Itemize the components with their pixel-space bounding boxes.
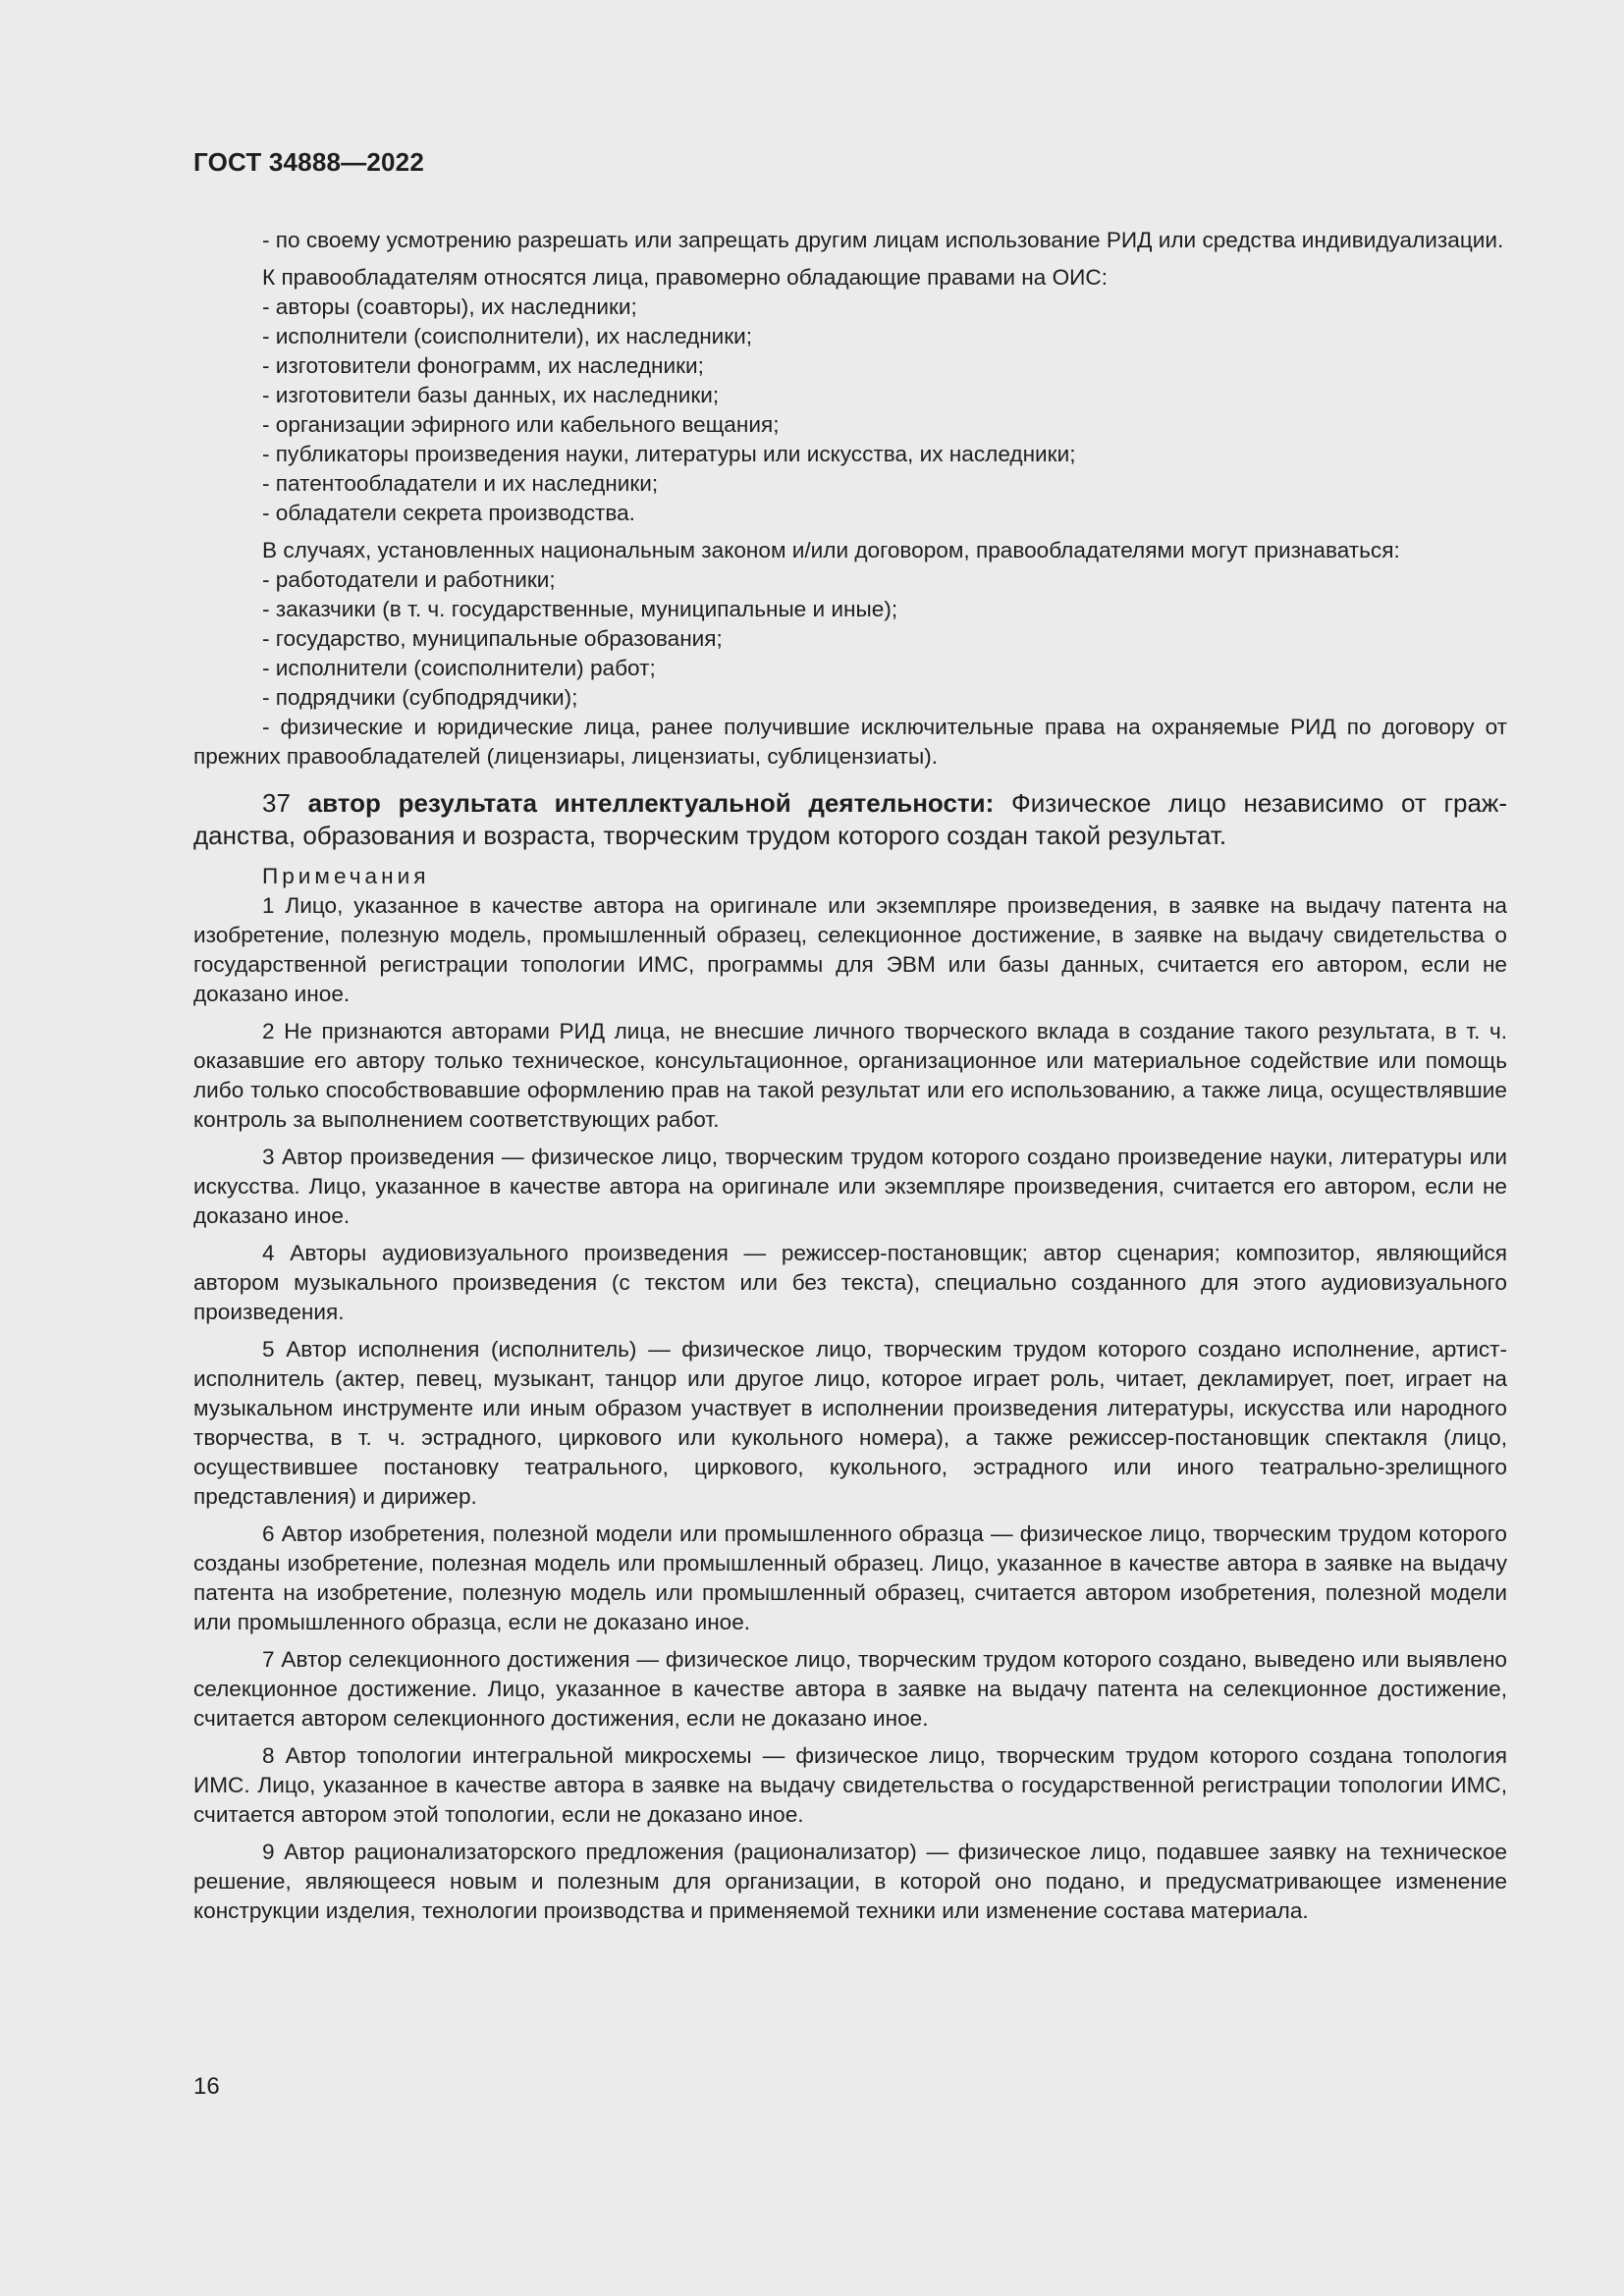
list-item: - обладатели секрета производства.: [262, 501, 635, 525]
list-item: - публикаторы произведения науки, литературы или искусства, их наследники;: [262, 442, 1076, 466]
note-6: 6 Автор изобретения, полезной модели или промышленного образца — физическое лицо, творческим трудом которого созданы изобретение, полезная модель или промышленный образец. Лицо, указанное в качестве автора в заявке на выдачу патента на изобретение, полезную модель или промышленный образец, считается автором изобретения, полезной модели или промышленного образца, если не доказано иное.: [193, 1522, 1507, 1634]
note-1: 1 Лицо, указанное в качестве автора на оригинале или экземпляре произведения, в заявке на выдачу патента на изобретение, полезную модель, промышленный образец, селекционное достижение, в заявке на выдачу свидетельства о государственной регистрации топологии ИМС, программы для ЭВМ или базы данных, считается его автором, если не доказано иное.: [193, 893, 1507, 1006]
note-4: 4 Авторы аудиовизуального произведения — режиссер-постановщик; автор сценария; композитор, являющийся автором музыкального произведения (с текстом или без текста), специально созданного для этого аудиовизуального произведения.: [193, 1241, 1507, 1324]
list-item: - работодатели и работники;: [262, 567, 556, 592]
list-item: - изготовители фонограмм, их наследники;: [262, 353, 704, 378]
list-item: - авторы (соавторы), их наследники;: [262, 294, 637, 319]
note-9: 9 Автор рационализаторского предложения (рационализатор) — физическое лицо, подавшее заявку на техническое решение, являющееся новым и полезным для организации, в которой оно подано, и предусматривающее изменение конструкции изделия, технологии производства и применяемой техники или изменение состава материала.: [193, 1840, 1507, 1923]
note-3: 3 Автор произведения — физическое лицо, творческим трудом которого создано произведение науки, литературы или искусства. Лицо, указанное в качестве автора на оригинале или экземпляре произведения, считается его автором, если не доказано иное.: [193, 1145, 1507, 1228]
rightholders-list: [193, 293, 1507, 528]
term-definition: [193, 787, 1507, 852]
list-item: - подрядчики (субподрядчики);: [262, 685, 578, 710]
notes-title: Примечания: [262, 864, 430, 888]
note-7: 7 Автор селекционного достижения — физическое лицо, творческим трудом которого создано, выведено или выявлено селекционное достижение. Лицо, указанное в качестве автора в заявке на выдачу патента на селекционное достижение, считается автором селекционного достижения, если не доказано иное.: [193, 1647, 1507, 1731]
list-item: - изготовители базы данных, их наследники;: [262, 383, 720, 407]
list-item: - патентообладатели и их наследники;: [262, 471, 659, 496]
term-text: Физическое лицо независимо от гражданства, образования и возраста, творческим трудом которого создан такой результат.: [193, 788, 1507, 850]
cases-list: [193, 565, 1507, 772]
list-item: - физические и юридические лица, ранее получившие исключительные права на охраняемые РИД по договору от прежних правообладателей (лицензиары, лицензиаты, сублицензиаты).: [193, 715, 1507, 769]
note-5: 5 Автор исполнения (исполнитель) — физическое лицо, творческим трудом которого создано исполнение, артист-исполнитель (актер, певец, музыкант, танцор или другое лицо, которое играет роль, читает, декламирует, поет, играет на музыкальном инструменте или иным образом участвует в исполнении произведения литературы, искусства или народного творчества, в т. ч. эстрадного, циркового или кукольного номера), а также режиссер-постановщик спектакля (лицо, осуществившее постановку театрального, циркового, кукольного, эстрадного или иного театрально-зрелищного представления) и дирижер.: [193, 1337, 1507, 1509]
term-number: 37: [262, 788, 291, 818]
list-item: - государство, муниципальные образования;: [262, 626, 723, 651]
rightholders-intro: К правообладателям относятся лица, правомерно обладающие правами на ОИС:: [262, 265, 1108, 290]
note-2: 2 Не признаются авторами РИД лица, не внесшие личного творческого вклада в создание такого результата, в т. ч. оказавшие его автору только техническое, консультационное, организационное или материальное содействие или помощь либо только способствовавшие оформлению прав на такой результат или его использованию, а также лица, осуществлявшие контроль за выполнением соответствующих работ.: [193, 1019, 1507, 1132]
list-item: - организации эфирного или кабельного вещания;: [262, 412, 780, 437]
intro-list-item: - по своему усмотрению разрешать или запрещать другим лицам использование РИД или средства индивидуализации.: [262, 228, 1504, 252]
term-name: автор результата интеллектуальной деятельности:: [307, 788, 995, 818]
note-8: 8 Автор топологии интегральной микросхемы — физическое лицо, творческим трудом которого создана топология ИМС. Лицо, указанное в качестве автора в заявке на выдачу свидетельства о государственной регистрации топологии ИМС, считается автором этой топологии, если не доказано иное.: [193, 1743, 1507, 1827]
document-body: [193, 226, 1507, 1926]
page-number: 16: [193, 2073, 220, 2100]
list-item: - исполнители (соисполнители), их наследники;: [262, 324, 753, 348]
list-item: - исполнители (соисполнители) работ;: [262, 656, 656, 680]
list-item: - заказчики (в т. ч. государственные, муниципальные и иные);: [262, 597, 898, 621]
page-header: ГОСТ 34888—2022: [193, 147, 424, 177]
cases-intro: В случаях, установленных национальным законом и/или договором, правообладателями могут признаваться:: [262, 538, 1400, 562]
notes-list: [193, 891, 1507, 1926]
